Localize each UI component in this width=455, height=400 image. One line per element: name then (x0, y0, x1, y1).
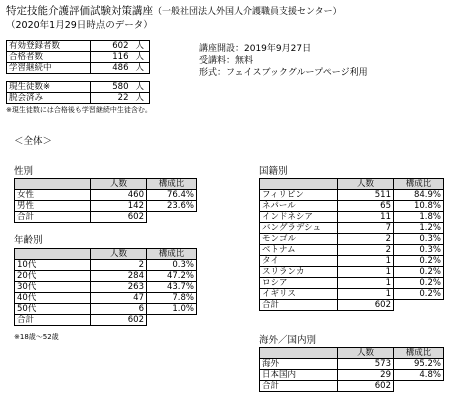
row-label: 10代 (15, 260, 91, 271)
table-row (260, 370, 444, 381)
column-header-count: 人数 (338, 179, 394, 190)
row-ratio: 0.3% (147, 260, 197, 271)
column-header-count: 人数 (91, 249, 147, 260)
reg-label: 合格者数 (7, 52, 91, 63)
row-ratio: 10.8% (394, 201, 444, 212)
row-ratio: 0.3% (394, 245, 444, 256)
row-label: スリランカ (260, 267, 338, 278)
status-unit: 人 (131, 82, 150, 93)
row-count: 47 (91, 293, 147, 304)
reg-label: 有効登録者数 (7, 41, 91, 52)
row-label: 40代 (15, 293, 91, 304)
row-label: タイ (260, 256, 338, 267)
row-count: 11 (338, 212, 394, 223)
row-count: 1 (338, 267, 394, 278)
row-ratio: 0.2% (394, 289, 444, 300)
row-count: 6 (91, 304, 147, 315)
row-label: 30代 (15, 282, 91, 293)
table-total-row (260, 381, 444, 392)
row-label: イギリス (260, 289, 338, 300)
table-row (7, 41, 150, 52)
row-label: ベトナム (260, 245, 338, 256)
row-label: インドネシア (260, 212, 338, 223)
total-label: 合計 (15, 212, 91, 223)
row-ratio: 0.3% (394, 234, 444, 245)
row-ratio: 95.2% (394, 359, 444, 370)
row-count: 2 (91, 260, 147, 271)
row-label: 20代 (15, 271, 91, 282)
row-ratio: 23.6% (147, 201, 197, 212)
reg-label: 学習継続中 (7, 63, 91, 74)
table-row (7, 82, 150, 93)
row-count: 2 (338, 245, 394, 256)
row-count: 1 (338, 256, 394, 267)
table-header-row (15, 179, 197, 190)
column-header-ratio: 構成比 (147, 249, 197, 260)
column-header-count: 人数 (91, 179, 147, 190)
residence-table (259, 347, 444, 392)
row-ratio: 4.8% (394, 370, 444, 381)
total-count: 602 (338, 381, 394, 392)
row-ratio: 0.2% (394, 267, 444, 278)
residence-heading: 海外／国内別 (259, 335, 317, 346)
reg-value: 602 (91, 41, 131, 52)
student-status-table (6, 81, 150, 104)
page-title (6, 5, 342, 19)
row-label: バングラデシュ (260, 223, 338, 234)
date-note: （2020年1月29日時点のデータ） (6, 20, 153, 31)
total-count: 602 (91, 212, 147, 223)
table-row (260, 289, 444, 300)
table-row (15, 201, 197, 212)
column-header-count: 人数 (338, 348, 394, 359)
course-start: 講座開設：2019年9月27日 (199, 44, 312, 54)
course-fee: 受講料：無料 (199, 56, 254, 66)
row-label: 海外 (260, 359, 338, 370)
row-label: モンゴル (260, 234, 338, 245)
row-count: 65 (338, 201, 394, 212)
status-label: 現生徒数※ (7, 82, 91, 93)
row-label: 日本国内 (260, 370, 338, 381)
row-count: 142 (91, 201, 147, 212)
row-count: 573 (338, 359, 394, 370)
row-count: 263 (91, 282, 147, 293)
status-unit: 人 (131, 93, 150, 104)
status-label: 脱会済み (7, 93, 91, 104)
age-heading: 年齢別 (14, 235, 43, 246)
gender-heading: 性別 (14, 166, 34, 177)
row-count: 29 (338, 370, 394, 381)
age-table (14, 248, 197, 326)
reg-unit: 人 (131, 41, 150, 52)
row-count: 284 (91, 271, 147, 282)
table-row (15, 304, 197, 315)
row-count: 2 (338, 234, 394, 245)
nationality-heading: 国籍別 (259, 166, 288, 177)
table-header-row (15, 249, 197, 260)
total-label: 合計 (260, 381, 338, 392)
row-label: ネパール (260, 201, 338, 212)
row-count: 460 (91, 190, 147, 201)
row-ratio: 0.2% (394, 256, 444, 267)
row-label: 50代 (15, 304, 91, 315)
table-row (260, 256, 444, 267)
table-row (7, 63, 150, 74)
table-row (15, 282, 197, 293)
table-row (260, 234, 444, 245)
column-header-ratio: 構成比 (394, 348, 444, 359)
table-header-row (260, 179, 444, 190)
table-row (15, 293, 197, 304)
row-ratio: 76.4% (147, 190, 197, 201)
title-main: 特定技能介護評価試験対策講座 (6, 5, 153, 17)
row-ratio: 84.9% (394, 190, 444, 201)
overall-heading: ＜全体＞ (14, 136, 53, 147)
row-ratio: 7.8% (147, 293, 197, 304)
reg-value: 486 (91, 63, 131, 74)
registration-table (6, 40, 150, 74)
nationality-table (259, 178, 444, 311)
table-row (260, 201, 444, 212)
row-count: 1 (338, 289, 394, 300)
table-total-row (260, 300, 444, 311)
total-label: 合計 (260, 300, 338, 311)
column-header-ratio: 構成比 (394, 179, 444, 190)
table-row (260, 212, 444, 223)
table-row (7, 52, 150, 63)
row-label: ロシア (260, 278, 338, 289)
row-count: 7 (338, 223, 394, 234)
reg-value: 116 (91, 52, 131, 63)
table-row (260, 278, 444, 289)
table-row (260, 245, 444, 256)
row-ratio: 43.7% (147, 282, 197, 293)
table-row (7, 93, 150, 104)
row-ratio: 0.2% (394, 278, 444, 289)
total-count: 602 (91, 315, 147, 326)
table-row (15, 260, 197, 271)
row-label: 女性 (15, 190, 91, 201)
gender-table (14, 178, 197, 223)
row-ratio: 1.8% (394, 212, 444, 223)
total-label: 合計 (15, 315, 91, 326)
column-header-ratio: 構成比 (147, 179, 197, 190)
row-label: 男性 (15, 201, 91, 212)
table-row (260, 267, 444, 278)
row-count: 511 (338, 190, 394, 201)
table-row (260, 359, 444, 370)
status-value: 22 (91, 93, 131, 104)
reg-unit: 人 (131, 63, 150, 74)
table-total-row (15, 212, 197, 223)
table-total-row (15, 315, 197, 326)
age-range-note: ※18歳～52歳 (14, 333, 59, 341)
row-ratio: 47.2% (147, 271, 197, 282)
reg-unit: 人 (131, 52, 150, 63)
total-count: 602 (338, 300, 394, 311)
title-org: （一般社団法人外国人介護職員支援センター） (153, 7, 342, 17)
status-value: 580 (91, 82, 131, 93)
table-row (15, 190, 197, 201)
course-format: 形式：フェイスブックグループページ利用 (199, 68, 368, 78)
table-row (15, 271, 197, 282)
row-label: フィリピン (260, 190, 338, 201)
row-count: 1 (338, 278, 394, 289)
table-row (260, 223, 444, 234)
row-ratio: 1.0% (147, 304, 197, 315)
table-header-row (260, 348, 444, 359)
student-count-note: ※現生徒数には合格後も学習継続中生徒含む。 (6, 106, 152, 114)
row-ratio: 1.2% (394, 223, 444, 234)
table-row (260, 190, 444, 201)
